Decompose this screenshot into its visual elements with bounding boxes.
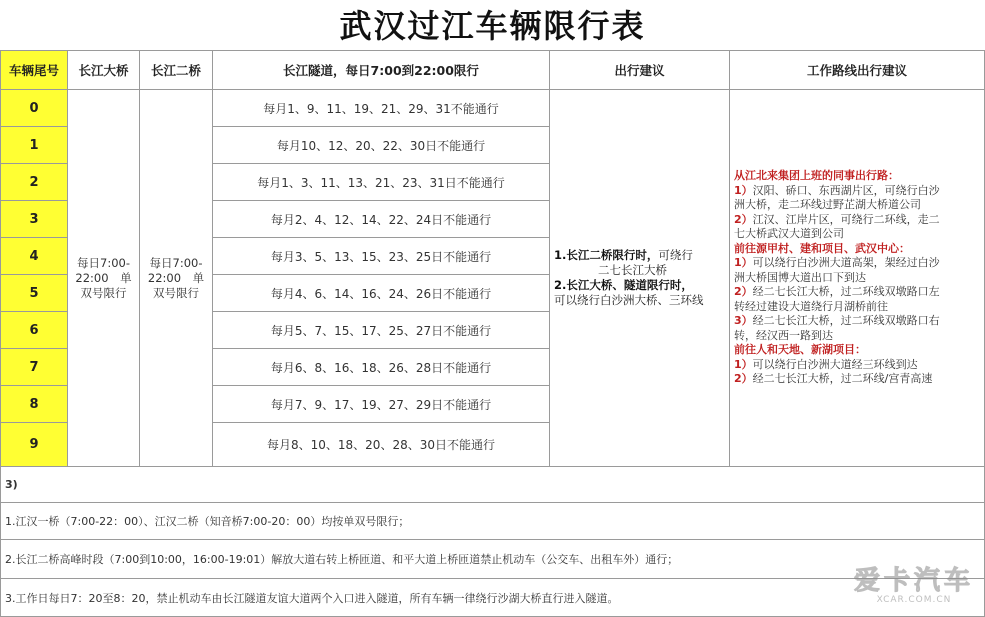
header-travel-advice: 出行建议 bbox=[549, 50, 730, 90]
restriction-table bbox=[0, 50, 985, 467]
yangtze-bridge-rule-line1: 每日7:00- bbox=[77, 255, 130, 270]
work-route-cell bbox=[729, 89, 985, 467]
route-item-text: 可以绕行白沙洲大道经三环线到达 bbox=[752, 357, 918, 371]
route-item-text: 转经过建设大道绕行月湖桥前往 bbox=[734, 299, 888, 313]
yangtze-bridge-rule-line2: 22:00 单 bbox=[75, 270, 132, 285]
route-item-number: 2） bbox=[734, 212, 753, 226]
second-bridge-rule bbox=[139, 89, 213, 467]
route-item-text: 七大桥武汉大道到公司 bbox=[734, 227, 844, 241]
header-tunnel: 长江隧道，每日7:00到22:00限行 bbox=[212, 50, 550, 90]
route-item-text: 经二七长江大桥，过二环线/宫青高速 bbox=[752, 372, 933, 386]
route-heading-3: 前往人和天地、新湖项目： bbox=[734, 343, 866, 357]
tunnel-rule-cell: 每月7、9、17、19、27、29日不能通行 bbox=[212, 385, 550, 423]
route-item-number: 2） bbox=[734, 285, 753, 299]
route-item-text: 转，经汉西一路到达 bbox=[734, 328, 833, 342]
route-heading-2: 前往源甲村、建和项目、武汉中心： bbox=[734, 241, 910, 255]
tail-number-cell: 8 bbox=[0, 385, 68, 423]
tail-number-cell: 0 bbox=[0, 89, 68, 127]
second-bridge-rule-line1: 每日7:00- bbox=[149, 255, 203, 270]
page-title: 武汉过江车辆限行表 bbox=[339, 7, 646, 45]
advice-1-line2: 二七长江大桥 bbox=[598, 263, 667, 277]
footer-note-3: 3.工作日每日7：20至8：20，禁止机动车由长江隧道友谊大道两个入口进入隧道，所有车辆一律绕行沙湖大桥直行进入隧道。 bbox=[0, 578, 985, 617]
tunnel-rule-cell: 每月4、6、14、16、24、26日不能通行 bbox=[212, 274, 550, 312]
header-second-bridge: 长江二桥 bbox=[139, 50, 213, 90]
tunnel-rule-cell: 每月1、3、11、13、21、23、31日不能通行 bbox=[212, 163, 550, 201]
route-item-number: 1） bbox=[734, 357, 753, 371]
advice-2-line2: 可以绕行白沙洲大桥、三环线 bbox=[554, 293, 704, 307]
tail-number-cell: 5 bbox=[0, 274, 68, 312]
tunnel-rule-cell: 每月8、10、18、20、28、30日不能通行 bbox=[212, 422, 550, 467]
yangtze-bridge-rule-line3: 双号限行 bbox=[80, 285, 127, 300]
footer-section-label: 3) bbox=[0, 466, 985, 503]
tunnel-rule-cell: 每月3、5、13、15、23、25日不能通行 bbox=[212, 237, 550, 275]
tail-number-cell: 7 bbox=[0, 348, 68, 386]
tail-number-cell: 2 bbox=[0, 163, 68, 201]
route-item-number: 1） bbox=[734, 256, 753, 270]
advice-1-heading: 1.长江二桥限行时， bbox=[554, 248, 659, 262]
advice-2-heading: 2.长江大桥、隧道限行时， bbox=[554, 278, 693, 292]
watermark-subtext: XCAR.COM.CN bbox=[876, 595, 952, 605]
travel-advice-cell bbox=[549, 89, 730, 467]
route-item-text: 可以绕行白沙洲大道高架，架经过白沙 bbox=[752, 256, 940, 270]
tail-number-cell: 9 bbox=[0, 422, 68, 467]
tunnel-rule-cell: 每月1、9、11、19、21、29、31不能通行 bbox=[212, 89, 550, 127]
route-heading-1: 从江北来集团上班的同事出行路： bbox=[734, 169, 899, 183]
tail-number-cell: 1 bbox=[0, 126, 68, 164]
header-work-route-advice: 工作路线出行建议 bbox=[729, 50, 985, 90]
yangtze-bridge-rule bbox=[67, 89, 140, 467]
route-item-number: 2） bbox=[734, 372, 753, 386]
second-bridge-rule-line3: 双号限行 bbox=[153, 285, 199, 300]
header-tail-number: 车辆尾号 bbox=[0, 50, 68, 90]
tunnel-rule-cell: 每月10、12、20、22、30日不能通行 bbox=[212, 126, 550, 164]
route-item-text: 洲大桥国博大道出口下到达 bbox=[734, 270, 866, 284]
route-item-text: 江汉、江岸片区，可绕行二环线，走二 bbox=[752, 212, 940, 226]
footer-note-2: 2.长江二桥高峰时段（7:00到10:00，16:00-19:01）解放大道右转上桥匝道、和平大道上桥匝道禁止机动车（公交车、出租车外）通行； bbox=[0, 539, 985, 579]
tail-number-cell: 6 bbox=[0, 311, 68, 349]
route-item-text: 洲大桥，走二环线过野芷湖大桥道公司 bbox=[734, 198, 921, 212]
tail-number-cell: 3 bbox=[0, 200, 68, 238]
tunnel-rule-cell: 每月2、4、12、14、22、24日不能通行 bbox=[212, 200, 550, 238]
route-item-number: 1） bbox=[734, 183, 753, 197]
route-item-number: 3） bbox=[734, 314, 753, 328]
tunnel-rule-cell: 每月5、7、15、17、25、27日不能通行 bbox=[212, 311, 550, 349]
route-item-text: 汉阳、硚口、东西湖片区，可绕行白沙 bbox=[752, 183, 940, 197]
header-yangtze-bridge: 长江大桥 bbox=[67, 50, 140, 90]
footer-note-1: 1.江汉一桥（7:00-22：00）、江汉二桥（知音桥7:00-20：00）均按单双号限行； bbox=[0, 502, 985, 540]
watermark-text: 爱卡汽车 bbox=[853, 566, 974, 596]
route-item-text: 经二七长江大桥，过二环线双墩路口左 bbox=[752, 285, 940, 299]
route-item-text: 经二七长江大桥，过二环线双墩路口右 bbox=[752, 314, 940, 328]
tail-number-cell: 4 bbox=[0, 237, 68, 275]
tunnel-rule-cell: 每月6、8、16、18、26、28日不能通行 bbox=[212, 348, 550, 386]
advice-1-text: 可绕行 bbox=[658, 248, 693, 262]
second-bridge-rule-line2: 22:00 单 bbox=[147, 270, 205, 285]
